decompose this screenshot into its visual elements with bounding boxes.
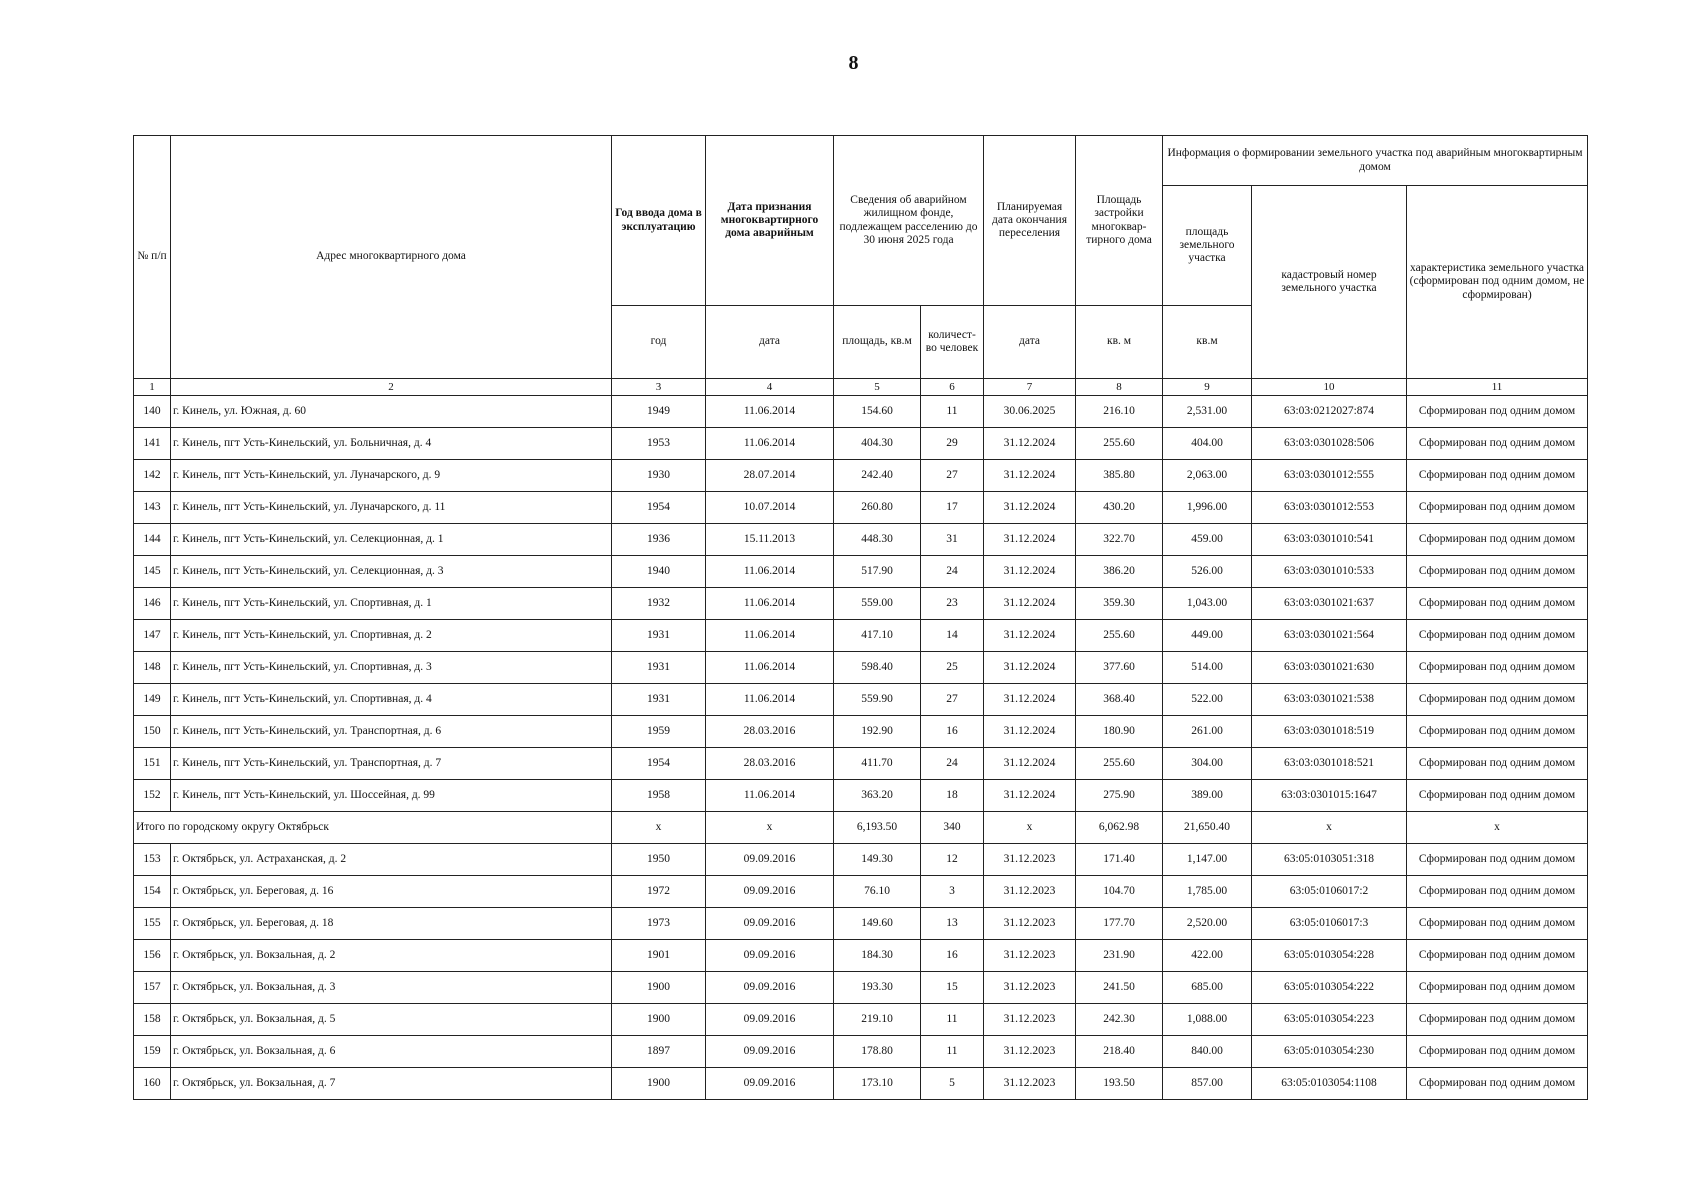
table-row: [134, 748, 1588, 780]
address: г. Кинель, пгт Усть-Кинельский, ул. Больничная, д. 4: [171, 428, 612, 460]
people-count: 29: [921, 428, 984, 460]
row-number: 145: [134, 556, 171, 588]
table-row: [134, 876, 1588, 908]
table-row: [134, 652, 1588, 684]
date-recognized: 10.07.2014: [706, 492, 834, 524]
table-row: [134, 396, 1588, 428]
people-count: 3: [921, 876, 984, 908]
unit-area: площадь, кв.м: [834, 306, 921, 379]
people-count: 15: [921, 972, 984, 1004]
emergency-area: 517.90: [834, 556, 921, 588]
land-characteristic: Сформирован под одним домом: [1407, 492, 1588, 524]
year-in: 1954: [612, 748, 706, 780]
land-area: 514.00: [1163, 652, 1252, 684]
total-planned: x: [984, 812, 1076, 844]
header-year-in: Год ввода дома в эксплуатацию: [612, 136, 706, 306]
year-in: 1931: [612, 620, 706, 652]
planned-end-date: 31.12.2023: [984, 1068, 1076, 1100]
planned-end-date: 31.12.2023: [984, 1036, 1076, 1068]
planned-end-date: 31.12.2024: [984, 684, 1076, 716]
header-number: № п/п: [134, 136, 171, 379]
address: г. Кинель, пгт Усть-Кинельский, ул. Спортивная, д. 4: [171, 684, 612, 716]
people-count: 18: [921, 780, 984, 812]
table-row: [134, 844, 1588, 876]
row-number: 150: [134, 716, 171, 748]
year-in: 1953: [612, 428, 706, 460]
year-in: 1930: [612, 460, 706, 492]
cadastral-number: 63:05:0103054:228: [1252, 940, 1407, 972]
total-label: Итого по городскому округу Октябрьск: [134, 812, 612, 844]
cadastral-number: 63:03:0301028:506: [1252, 428, 1407, 460]
table-row: [134, 780, 1588, 812]
year-in: 1958: [612, 780, 706, 812]
planned-end-date: 31.12.2024: [984, 620, 1076, 652]
land-characteristic: Сформирован под одним домом: [1407, 652, 1588, 684]
people-count: 11: [921, 396, 984, 428]
row-number: 156: [134, 940, 171, 972]
land-characteristic: Сформирован под одним домом: [1407, 748, 1588, 780]
cadastral-number: 63:03:0301010:533: [1252, 556, 1407, 588]
land-area: 449.00: [1163, 620, 1252, 652]
row-number: 144: [134, 524, 171, 556]
year-in: 1901: [612, 940, 706, 972]
address: г. Кинель, пгт Усть-Кинельский, ул. Спортивная, д. 3: [171, 652, 612, 684]
header-land-info: Информация о формировании земельного участка под аварийным многоквартирным домом: [1163, 136, 1588, 186]
emergency-area: 559.00: [834, 588, 921, 620]
header-address: Адрес многоквартирного дома: [171, 136, 612, 379]
unit-date-planned: дата: [984, 306, 1076, 379]
emergency-area: 242.40: [834, 460, 921, 492]
cadastral-number: 63:03:0301015:1647: [1252, 780, 1407, 812]
building-area: 359.30: [1076, 588, 1163, 620]
date-recognized: 15.11.2013: [706, 524, 834, 556]
column-number: 2: [171, 379, 612, 396]
emergency-area: 149.60: [834, 908, 921, 940]
table-row: [134, 588, 1588, 620]
people-count: 16: [921, 940, 984, 972]
year-in: 1931: [612, 652, 706, 684]
building-area: 193.50: [1076, 1068, 1163, 1100]
building-area: 177.70: [1076, 908, 1163, 940]
column-number: 8: [1076, 379, 1163, 396]
date-recognized: 09.09.2016: [706, 876, 834, 908]
land-characteristic: Сформирован под одним домом: [1407, 588, 1588, 620]
cadastral-number: 63:05:0103054:1108: [1252, 1068, 1407, 1100]
date-recognized: 28.03.2016: [706, 716, 834, 748]
emergency-area: 417.10: [834, 620, 921, 652]
people-count: 17: [921, 492, 984, 524]
row-number: 147: [134, 620, 171, 652]
planned-end-date: 31.12.2023: [984, 972, 1076, 1004]
header-land-char: характеристика земельного участка (сформирован под одним домом, не сформирован): [1407, 186, 1588, 379]
emergency-area: 260.80: [834, 492, 921, 524]
planned-end-date: 31.12.2023: [984, 940, 1076, 972]
planned-end-date: 31.12.2024: [984, 716, 1076, 748]
total-year: x: [612, 812, 706, 844]
people-count: 11: [921, 1004, 984, 1036]
emergency-area: 76.10: [834, 876, 921, 908]
date-recognized: 11.06.2014: [706, 620, 834, 652]
land-area: 1,088.00: [1163, 1004, 1252, 1036]
date-recognized: 09.09.2016: [706, 1004, 834, 1036]
building-area: 218.40: [1076, 1036, 1163, 1068]
emergency-area: 173.10: [834, 1068, 921, 1100]
column-number: 3: [612, 379, 706, 396]
address: г. Кинель, пгт Усть-Кинельский, ул. Селекционная, д. 3: [171, 556, 612, 588]
date-recognized: 09.09.2016: [706, 1068, 834, 1100]
unit-sqm-land: кв.м: [1163, 306, 1252, 379]
land-characteristic: Сформирован под одним домом: [1407, 876, 1588, 908]
row-number: 141: [134, 428, 171, 460]
table-row: [134, 428, 1588, 460]
year-in: 1931: [612, 684, 706, 716]
people-count: 31: [921, 524, 984, 556]
land-characteristic: Сформирован под одним домом: [1407, 716, 1588, 748]
building-area: 386.20: [1076, 556, 1163, 588]
total-land-area: 21,650.40: [1163, 812, 1252, 844]
year-in: 1954: [612, 492, 706, 524]
building-area: 255.60: [1076, 620, 1163, 652]
land-characteristic: Сформирован под одним домом: [1407, 1004, 1588, 1036]
emergency-area: 219.10: [834, 1004, 921, 1036]
table-row: [134, 524, 1588, 556]
planned-end-date: 31.12.2023: [984, 876, 1076, 908]
people-count: 27: [921, 460, 984, 492]
people-count: 11: [921, 1036, 984, 1068]
cadastral-number: 63:03:0301021:637: [1252, 588, 1407, 620]
building-area: 171.40: [1076, 844, 1163, 876]
building-area: 242.30: [1076, 1004, 1163, 1036]
total-building-area: 6,062.98: [1076, 812, 1163, 844]
address: г. Кинель, ул. Южная, д. 60: [171, 396, 612, 428]
date-recognized: 09.09.2016: [706, 1036, 834, 1068]
cadastral-number: 63:05:0106017:3: [1252, 908, 1407, 940]
land-area: 261.00: [1163, 716, 1252, 748]
building-area: 275.90: [1076, 780, 1163, 812]
land-characteristic: Сформирован под одним домом: [1407, 780, 1588, 812]
date-recognized: 28.03.2016: [706, 748, 834, 780]
building-area: 368.40: [1076, 684, 1163, 716]
land-area: 404.00: [1163, 428, 1252, 460]
people-count: 27: [921, 684, 984, 716]
people-count: 12: [921, 844, 984, 876]
land-area: 685.00: [1163, 972, 1252, 1004]
column-number: 7: [984, 379, 1076, 396]
emergency-housing-table: [133, 135, 1588, 1100]
date-recognized: 11.06.2014: [706, 396, 834, 428]
year-in: 1900: [612, 1004, 706, 1036]
land-area: 522.00: [1163, 684, 1252, 716]
land-characteristic: Сформирован под одним домом: [1407, 396, 1588, 428]
year-in: 1932: [612, 588, 706, 620]
planned-end-date: 31.12.2023: [984, 844, 1076, 876]
emergency-area: 404.30: [834, 428, 921, 460]
planned-end-date: 31.12.2024: [984, 556, 1076, 588]
column-number: 11: [1407, 379, 1588, 396]
emergency-area: 192.90: [834, 716, 921, 748]
land-area: 459.00: [1163, 524, 1252, 556]
date-recognized: 09.09.2016: [706, 940, 834, 972]
table-row: [134, 492, 1588, 524]
column-number: 5: [834, 379, 921, 396]
land-area: 857.00: [1163, 1068, 1252, 1100]
cadastral-number: 63:03:0301021:630: [1252, 652, 1407, 684]
planned-end-date: 31.12.2023: [984, 1004, 1076, 1036]
land-characteristic: Сформирован под одним домом: [1407, 620, 1588, 652]
land-characteristic: Сформирован под одним домом: [1407, 940, 1588, 972]
land-characteristic: Сформирован под одним домом: [1407, 460, 1588, 492]
planned-end-date: 31.12.2024: [984, 652, 1076, 684]
year-in: 1900: [612, 972, 706, 1004]
column-number: 1: [134, 379, 171, 396]
building-area: 430.20: [1076, 492, 1163, 524]
emergency-area: 178.80: [834, 1036, 921, 1068]
year-in: 1897: [612, 1036, 706, 1068]
total-date: x: [706, 812, 834, 844]
people-count: 24: [921, 556, 984, 588]
people-count: 14: [921, 620, 984, 652]
land-area: 1,996.00: [1163, 492, 1252, 524]
land-characteristic: Сформирован под одним домом: [1407, 556, 1588, 588]
land-area: 422.00: [1163, 940, 1252, 972]
date-recognized: 09.09.2016: [706, 844, 834, 876]
year-in: 1940: [612, 556, 706, 588]
address: г. Октябрьск, ул. Вокзальная, д. 7: [171, 1068, 612, 1100]
address: г. Октябрьск, ул. Береговая, д. 16: [171, 876, 612, 908]
unit-sqm: кв. м: [1076, 306, 1163, 379]
land-area: 840.00: [1163, 1036, 1252, 1068]
cadastral-number: 63:05:0103054:230: [1252, 1036, 1407, 1068]
cadastral-number: 63:03:0301012:555: [1252, 460, 1407, 492]
cadastral-number: 63:05:0103054:223: [1252, 1004, 1407, 1036]
header-land-area: площадь земельного участка: [1163, 186, 1252, 306]
date-recognized: 28.07.2014: [706, 460, 834, 492]
building-area: 231.90: [1076, 940, 1163, 972]
cadastral-number: 63:03:0301010:541: [1252, 524, 1407, 556]
cadastral-number: 63:03:0301018:519: [1252, 716, 1407, 748]
unit-year: год: [612, 306, 706, 379]
building-area: 241.50: [1076, 972, 1163, 1004]
header-cadastral: кадастровый номер земельного участка: [1252, 186, 1407, 379]
date-recognized: 11.06.2014: [706, 588, 834, 620]
date-recognized: 11.06.2014: [706, 652, 834, 684]
planned-end-date: 31.12.2024: [984, 588, 1076, 620]
building-area: 255.60: [1076, 428, 1163, 460]
date-recognized: 09.09.2016: [706, 908, 834, 940]
row-number: 149: [134, 684, 171, 716]
row-number: 155: [134, 908, 171, 940]
land-characteristic: Сформирован под одним домом: [1407, 1068, 1588, 1100]
row-number: 143: [134, 492, 171, 524]
row-number: 151: [134, 748, 171, 780]
land-area: 526.00: [1163, 556, 1252, 588]
planned-end-date: 31.12.2024: [984, 748, 1076, 780]
column-number: 4: [706, 379, 834, 396]
address: г. Кинель, пгт Усть-Кинельский, ул. Луначарского, д. 9: [171, 460, 612, 492]
row-number: 159: [134, 1036, 171, 1068]
people-count: 23: [921, 588, 984, 620]
year-in: 1972: [612, 876, 706, 908]
address: г. Октябрьск, ул. Вокзальная, д. 2: [171, 940, 612, 972]
emergency-area: 598.40: [834, 652, 921, 684]
address: г. Октябрьск, ул. Вокзальная, д. 3: [171, 972, 612, 1004]
people-count: 24: [921, 748, 984, 780]
column-number: 10: [1252, 379, 1407, 396]
land-characteristic: Сформирован под одним домом: [1407, 972, 1588, 1004]
land-area: 2,531.00: [1163, 396, 1252, 428]
people-count: 13: [921, 908, 984, 940]
planned-end-date: 31.12.2024: [984, 492, 1076, 524]
row-number: 152: [134, 780, 171, 812]
header-planned-end: Планируемая дата окончания переселения: [984, 136, 1076, 306]
land-characteristic: Сформирован под одним домом: [1407, 908, 1588, 940]
header-building-area: Площадь застройки многоквар-тирного дома: [1076, 136, 1163, 306]
people-count: 5: [921, 1068, 984, 1100]
column-number: 6: [921, 379, 984, 396]
table-row: [134, 940, 1588, 972]
emergency-area: 559.90: [834, 684, 921, 716]
year-in: 1959: [612, 716, 706, 748]
cadastral-number: 63:05:0103054:222: [1252, 972, 1407, 1004]
emergency-area: 363.20: [834, 780, 921, 812]
emergency-area: 154.60: [834, 396, 921, 428]
land-area: 1,147.00: [1163, 844, 1252, 876]
total-people: 340: [921, 812, 984, 844]
emergency-area: 149.30: [834, 844, 921, 876]
emergency-area: 411.70: [834, 748, 921, 780]
land-characteristic: Сформирован под одним домом: [1407, 1036, 1588, 1068]
land-area: 1,785.00: [1163, 876, 1252, 908]
address: г. Октябрьск, ул. Береговая, д. 18: [171, 908, 612, 940]
emergency-area: 184.30: [834, 940, 921, 972]
date-recognized: 11.06.2014: [706, 780, 834, 812]
table-row: [134, 684, 1588, 716]
address: г. Кинель, пгт Усть-Кинельский, ул. Селекционная, д. 1: [171, 524, 612, 556]
table-row: [134, 972, 1588, 1004]
land-area: 304.00: [1163, 748, 1252, 780]
land-characteristic: Сформирован под одним домом: [1407, 428, 1588, 460]
address: г. Кинель, пгт Усть-Кинельский, ул. Луначарского, д. 11: [171, 492, 612, 524]
cadastral-number: 63:03:0301021:538: [1252, 684, 1407, 716]
land-area: 2,520.00: [1163, 908, 1252, 940]
year-in: 1936: [612, 524, 706, 556]
land-characteristic: Сформирован под одним домом: [1407, 844, 1588, 876]
address: г. Кинель, пгт Усть-Кинельский, ул. Спортивная, д. 2: [171, 620, 612, 652]
cadastral-number: 63:05:0106017:2: [1252, 876, 1407, 908]
emergency-area: 193.30: [834, 972, 921, 1004]
unit-date: дата: [706, 306, 834, 379]
header-date-recognized: Дата признания многоквартирного дома аварийным: [706, 136, 834, 306]
address: г. Октябрьск, ул. Вокзальная, д. 6: [171, 1036, 612, 1068]
row-number: 157: [134, 972, 171, 1004]
address: г. Кинель, пгт Усть-Кинельский, ул. Спортивная, д. 1: [171, 588, 612, 620]
table-row: [134, 908, 1588, 940]
year-in: 1950: [612, 844, 706, 876]
address: г. Октябрьск, ул. Вокзальная, д. 5: [171, 1004, 612, 1036]
table-row: [134, 620, 1588, 652]
table-row: [134, 1036, 1588, 1068]
header-emergency-info: Сведения об аварийном жилищном фонде, подлежащем расселению до 30 июня 2025 года: [834, 136, 984, 306]
year-in: 1973: [612, 908, 706, 940]
cadastral-number: 63:03:0301018:521: [1252, 748, 1407, 780]
date-recognized: 11.06.2014: [706, 684, 834, 716]
people-count: 16: [921, 716, 984, 748]
building-area: 180.90: [1076, 716, 1163, 748]
planned-end-date: 30.06.2025: [984, 396, 1076, 428]
address: г. Кинель, пгт Усть-Кинельский, ул. Шоссейная, д. 99: [171, 780, 612, 812]
emergency-area: 448.30: [834, 524, 921, 556]
cadastral-number: 63:03:0212027:874: [1252, 396, 1407, 428]
building-area: 255.60: [1076, 748, 1163, 780]
total-row: [134, 812, 1588, 844]
page-number: 8: [848, 52, 859, 74]
year-in: 1949: [612, 396, 706, 428]
year-in: 1900: [612, 1068, 706, 1100]
land-area: 2,063.00: [1163, 460, 1252, 492]
address: г. Октябрьск, ул. Астраханская, д. 2: [171, 844, 612, 876]
row-number: 154: [134, 876, 171, 908]
land-characteristic: Сформирован под одним домом: [1407, 684, 1588, 716]
building-area: 104.70: [1076, 876, 1163, 908]
column-number-row: [134, 379, 1588, 396]
cadastral-number: 63:05:0103051:318: [1252, 844, 1407, 876]
people-count: 25: [921, 652, 984, 684]
row-number: 160: [134, 1068, 171, 1100]
date-recognized: 11.06.2014: [706, 556, 834, 588]
total-cadastral: x: [1252, 812, 1407, 844]
cadastral-number: 63:03:0301021:564: [1252, 620, 1407, 652]
planned-end-date: 31.12.2024: [984, 428, 1076, 460]
row-number: 153: [134, 844, 171, 876]
building-area: 216.10: [1076, 396, 1163, 428]
building-area: 377.60: [1076, 652, 1163, 684]
address: г. Кинель, пгт Усть-Кинельский, ул. Транспортная, д. 7: [171, 748, 612, 780]
row-number: 148: [134, 652, 171, 684]
building-area: 385.80: [1076, 460, 1163, 492]
table-row: [134, 556, 1588, 588]
unit-people: количест-во человек: [921, 306, 984, 379]
building-area: 322.70: [1076, 524, 1163, 556]
planned-end-date: 31.12.2023: [984, 908, 1076, 940]
table-row: [134, 716, 1588, 748]
land-characteristic: Сформирован под одним домом: [1407, 524, 1588, 556]
address: г. Кинель, пгт Усть-Кинельский, ул. Транспортная, д. 6: [171, 716, 612, 748]
row-number: 158: [134, 1004, 171, 1036]
total-area: 6,193.50: [834, 812, 921, 844]
table-row: [134, 1068, 1588, 1100]
column-number: 9: [1163, 379, 1252, 396]
planned-end-date: 31.12.2024: [984, 460, 1076, 492]
row-number: 140: [134, 396, 171, 428]
planned-end-date: 31.12.2024: [984, 524, 1076, 556]
date-recognized: 09.09.2016: [706, 972, 834, 1004]
row-number: 142: [134, 460, 171, 492]
land-area: 1,043.00: [1163, 588, 1252, 620]
table-row: [134, 1004, 1588, 1036]
total-characteristic: x: [1407, 812, 1588, 844]
date-recognized: 11.06.2014: [706, 428, 834, 460]
land-area: 389.00: [1163, 780, 1252, 812]
planned-end-date: 31.12.2024: [984, 780, 1076, 812]
row-number: 146: [134, 588, 171, 620]
table-row: [134, 460, 1588, 492]
cadastral-number: 63:03:0301012:553: [1252, 492, 1407, 524]
